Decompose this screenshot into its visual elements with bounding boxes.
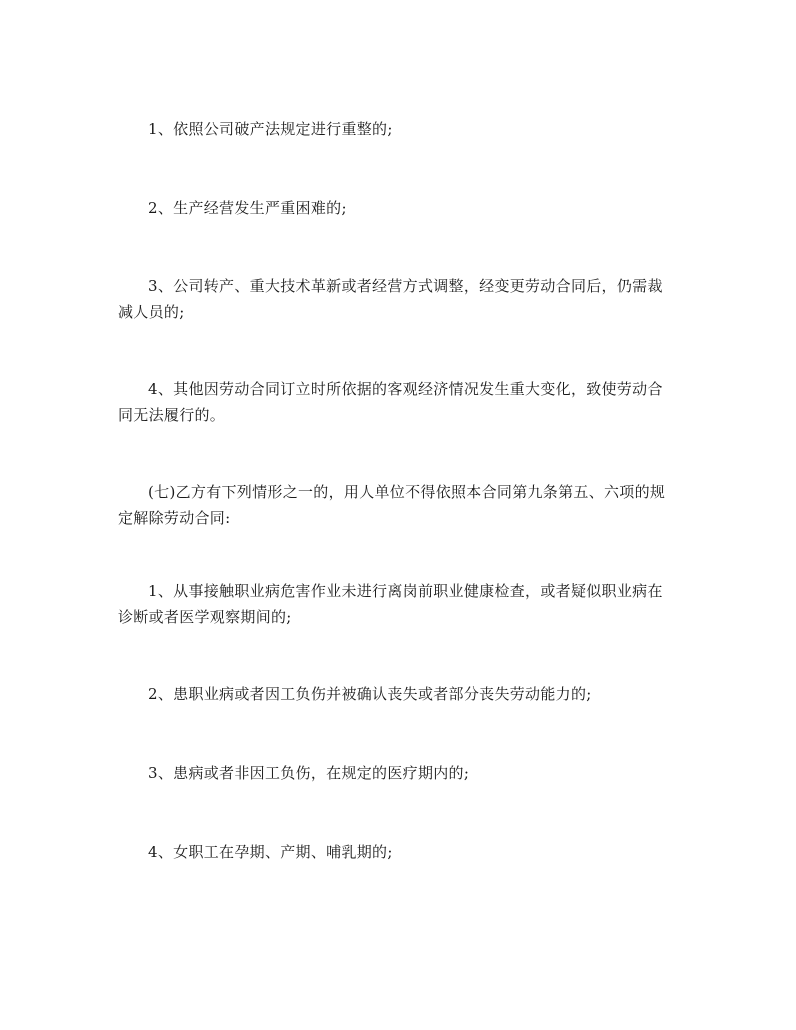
paragraph-item-1: 1、依照公司破产法规定进行重整的; — [148, 120, 393, 138]
paragraph-subitem-4: 4、女职工在孕期、产期、哺乳期的; — [148, 843, 393, 861]
paragraph-subitem-1: 1、从事接触职业病危害作业未进行离岗前职业健康检查，或者疑似职业病在诊断或者医学观察期间的; — [118, 582, 663, 626]
paragraph-item-3: 3、公司转产、重大技术革新或者经营方式调整，经变更劳动合同后，仍需裁减人员的; — [118, 277, 663, 321]
paragraph-subitem-3: 3、患病或者非因工负伤，在规定的医疗期内的; — [148, 764, 470, 782]
section-heading-paragraph: (七)乙方有下列情形之一的，用人单位不得依照本合同第九条第五、六项的规定解除劳动合同: — [118, 483, 666, 527]
paragraph-item-2: 2、生产经营发生严重困难的; — [148, 199, 347, 217]
paragraph-item-4: 4、其他因劳动合同订立时所依据的客观经济情况发生重大变化，致使劳动合同无法履行的。 — [118, 380, 663, 424]
paragraph-subitem-2: 2、患职业病或者因工负伤并被确认丧失或者部分丧失劳动能力的; — [148, 685, 592, 703]
